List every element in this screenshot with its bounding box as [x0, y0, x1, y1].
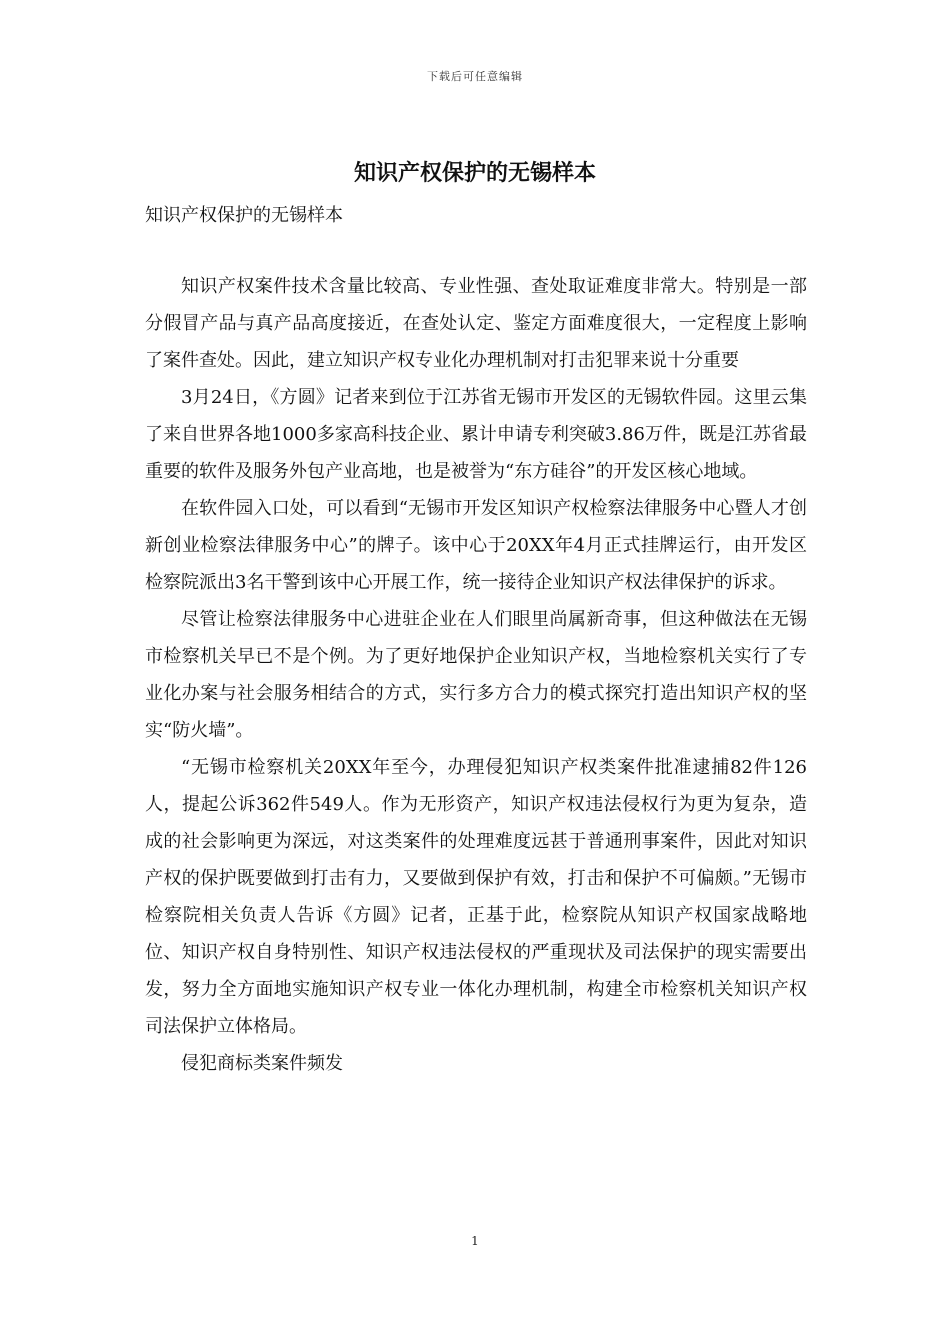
section-heading: 侵犯商标类案件频发 — [181, 1053, 343, 1074]
paragraph: 在软件园入口处，可以看到“无锡市开发区知识产权检察法律服务中心暨人才创新创业检察法律服务中心”的牌子。该中心于20XX年4月正式挂牌运行，由开发区检察院派出3名干警到该中心开展工作，统一接待企业知识产权法律保护的诉求。 — [145, 498, 807, 593]
paragraph: 3月24日，《方圆》记者来到位于江苏省无锡市开发区的无锡软件园。这里云集了来自世界各地1000多家高科技企业、累计申请专利突破3.86万件，既是江苏省最重要的软件及服务外包产业高地，也是被誉为“东方硅谷”的开发区核心地域。 — [145, 387, 807, 482]
paragraph: 尽管让检察法律服务中心进驻企业在人们眼里尚属新奇事，但这种做法在无锡市检察机关早已不是个例。为了更好地保护企业知识产权，当地检察机关实行了专业化办案与社会服务相结合的方式，实行多方合力的模式探究打造出知识产权的坚实“防火墙”。 — [145, 609, 807, 741]
page-number: 1 — [471, 1234, 479, 1248]
paragraph: “无锡市检察机关20XX年至今，办理侵犯知识产权类案件批准逮捕82件126人，提起公诉362件549人。作为无形资产，知识产权违法侵权行为更为复杂，造成的社会影响更为深远，对这类案件的处理难度远甚于普通刑事案件，因此对知识产权的保护既要做到打击有力，又要做到保护有效，打击和保护不可偏颇。”无锡市检察院相关负责人告诉《方圆》记者，正基于此，检察院从知识产权国家战略地位、知识产权自身特别性、知识产权违法侵权的严重现状及司法保护的现实需要出发，努力全方面地实施知识产权专业一体化办理机制，构建全市检察机关知识产权司法保护立体格局。 — [145, 757, 807, 1037]
document-body — [145, 268, 807, 1082]
document-title: 知识产权保护的无锡样本 — [353, 160, 596, 186]
document-subtitle: 知识产权保护的无锡样本 — [145, 205, 343, 226]
paragraph: 知识产权案件技术含量比较高、专业性强、查处取证难度非常大。特别是一部分假冒产品与真产品高度接近，在查处认定、鉴定方面难度很大，一定程度上影响了案件查处。因此，建立知识产权专业化办理机制对打击犯罪来说十分重要 — [145, 276, 807, 371]
page-header-note: 下载后可任意编辑 — [427, 70, 523, 83]
